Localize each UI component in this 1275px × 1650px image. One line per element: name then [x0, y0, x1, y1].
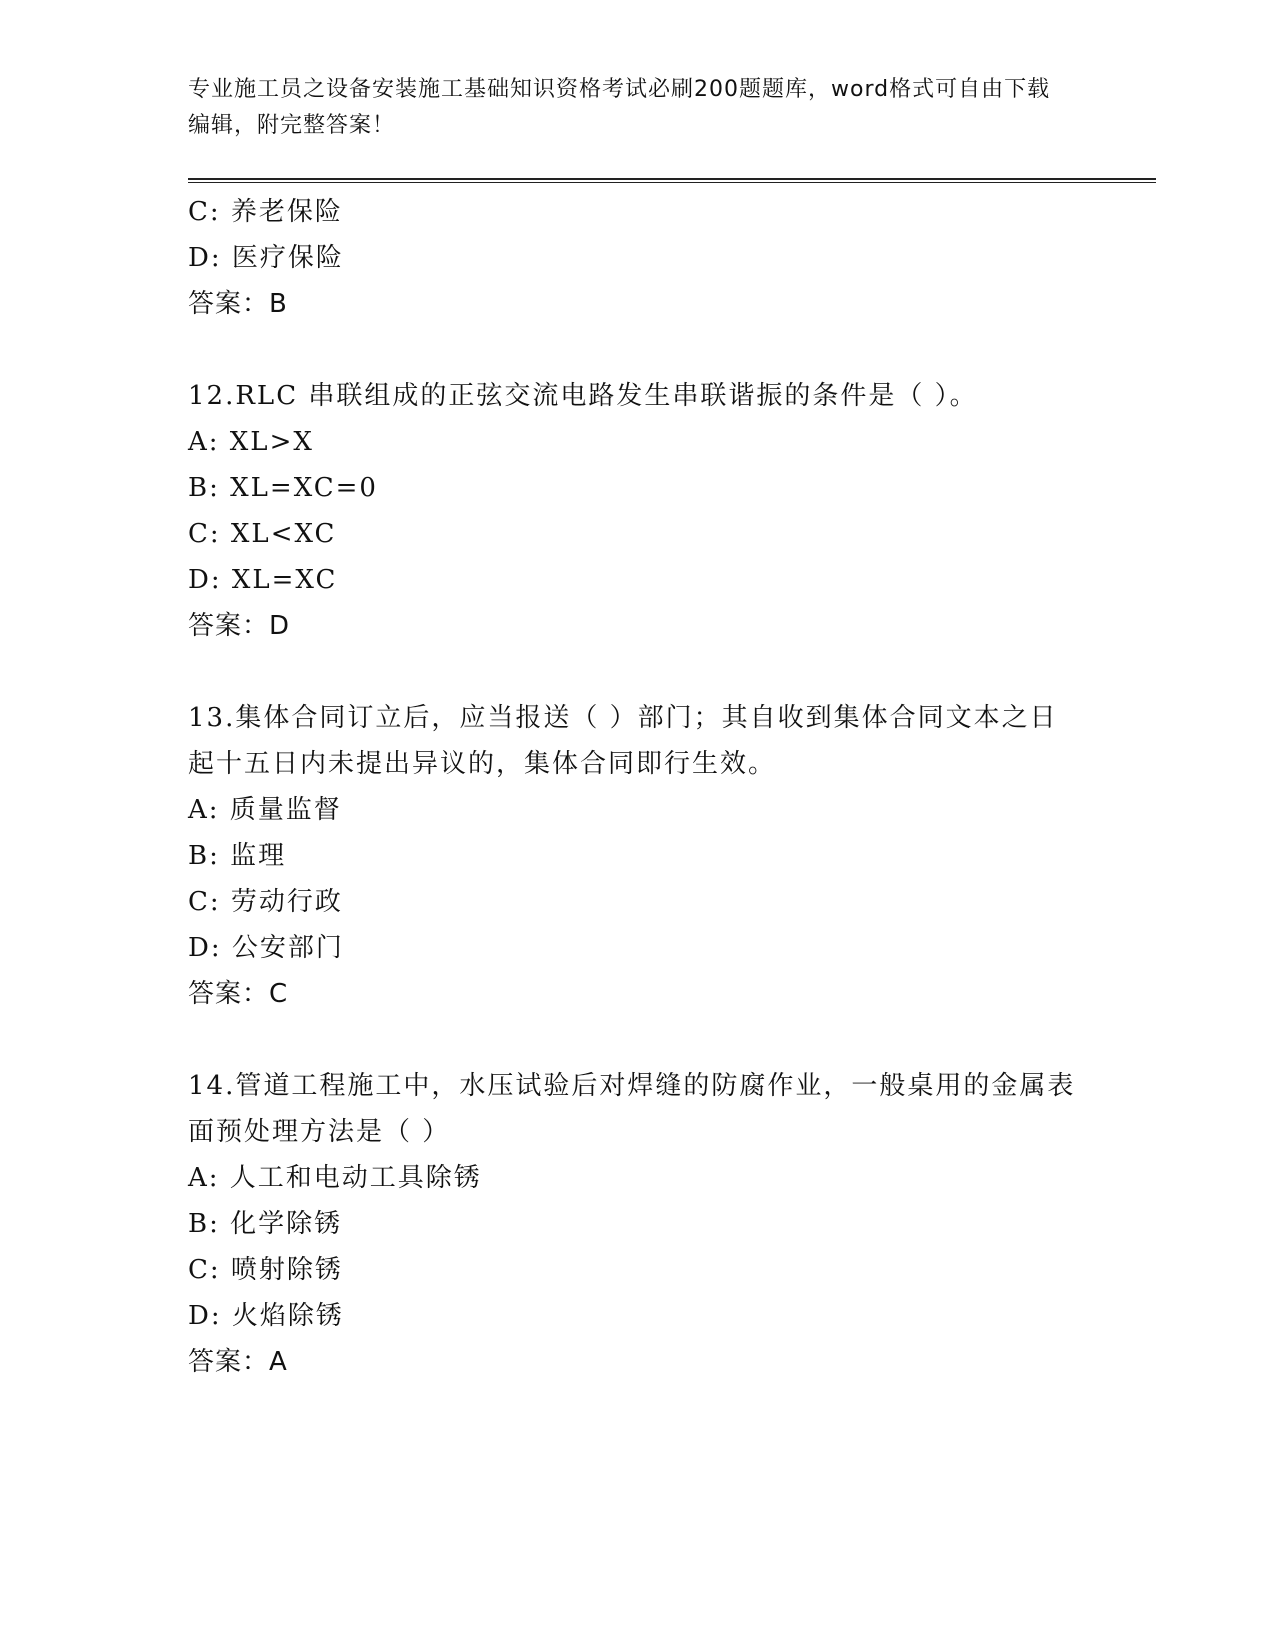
- option-c: C: 喷射除锈: [188, 1255, 343, 1285]
- option-a: A: XL>X: [188, 427, 314, 457]
- option-b: B: 化学除锈: [188, 1209, 343, 1239]
- header-divider: [188, 178, 1156, 183]
- question-13: [188, 695, 1088, 1017]
- question-gap: [188, 327, 1088, 373]
- answer-line: 答案：D: [188, 611, 291, 641]
- option-b: B: XL=XC=0: [188, 473, 378, 503]
- question-stem: 13.集体合同订立后，应当报送（ ）部门；其自收到集体合同文本之日起十五日内未提出异议的，集体合同即行生效。: [188, 703, 1058, 779]
- option-b: B: 监理: [188, 841, 287, 871]
- question-stem: 12.RLC 串联组成的正弦交流电路发生串联谐振的条件是（ ）。: [188, 381, 978, 411]
- answer-line: 答案：B: [188, 289, 288, 319]
- question-14: [188, 1063, 1088, 1385]
- option-c: C: 劳动行政: [188, 887, 343, 917]
- question-stem: 14.管道工程施工中，水压试验后对焊缝的防腐作业，一般桌用的金属表面预处理方法是（ ）: [188, 1071, 1076, 1147]
- option-d: D: XL=XC: [188, 565, 338, 595]
- option-d: D: 火焰除锈: [188, 1301, 344, 1331]
- option-a: A: 质量监督: [188, 795, 342, 825]
- question-11-partial: [188, 189, 1088, 327]
- option-a: A: 人工和电动工具除锈: [188, 1163, 482, 1193]
- option-d: D: 医疗保险: [188, 243, 344, 273]
- question-gap: [188, 649, 1088, 695]
- answer-line: 答案：A: [188, 1347, 288, 1377]
- option-d: D: 公安部门: [188, 933, 344, 963]
- question-12: [188, 373, 1088, 649]
- question-list: [188, 189, 1088, 1385]
- option-c: C: 养老保险: [188, 197, 343, 227]
- question-gap: [188, 1017, 1088, 1063]
- option-c: C: XL<XC: [188, 519, 337, 549]
- answer-line: 答案：C: [188, 979, 289, 1009]
- document-header: 专业施工员之设备安装施工基础知识资格考试必刷200题题库，word格式可自由下载编辑，附完整答案！: [188, 77, 1051, 138]
